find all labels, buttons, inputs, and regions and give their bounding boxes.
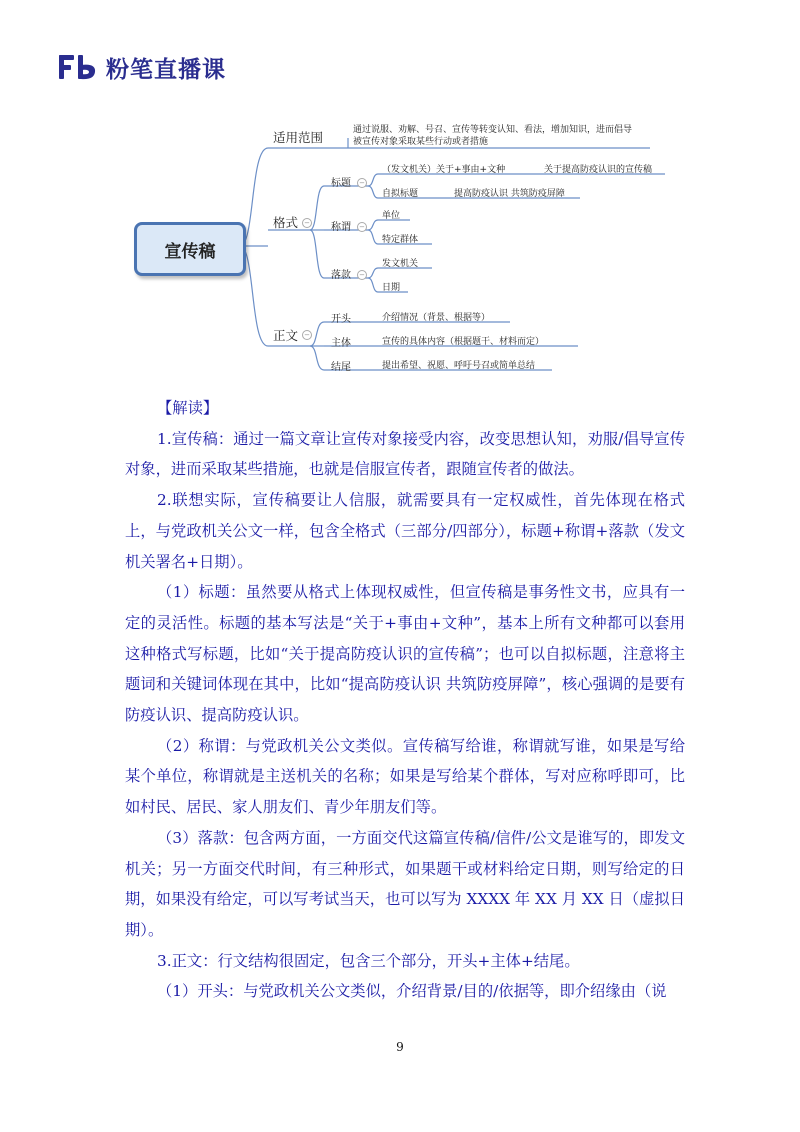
body-ending-desc: 提出希望、祝愿、呼吁号召或简单总结 [382, 361, 536, 371]
format-title: 标题 [331, 178, 351, 189]
format-signature: 落款 [331, 270, 351, 281]
branch-body: 正文 [273, 328, 299, 343]
paragraph: （3）落款：包含两方面，一方面交代这篇宣传稿/信件/公文是谁写的，即发文机关；另一方面交代时间，有三种形式，如果题干或材料给定日期，则写给定的日期，如果没有给定，可以写考试当天，也可以写为 XXXX 年 XX 月 XX 日（虚拟日期）。 [125, 828, 685, 939]
mindmap [0, 0, 800, 400]
salutation-group: 特定群体 [382, 235, 419, 245]
title-format-custom: 自拟标题 [382, 189, 419, 199]
page-number: 9 [396, 1040, 404, 1054]
body-main: 主体 [331, 338, 351, 349]
signature-issuer: 发文机关 [382, 259, 419, 269]
collapse-icon[interactable]: − [357, 270, 367, 280]
title-format-example: 关于提高防疫认识的宣传稿 [544, 165, 653, 175]
collapse-icon[interactable]: − [302, 330, 312, 340]
section-title: 【解读】 [157, 399, 219, 417]
paragraph: 1.宣传稿：通过一篇文章让宣传对象接受内容，改变思想认知，劝服/倡导宣传对象，进而采取某些措施，也就是信服宣传者，跟随宣传者的做法。 [125, 429, 685, 479]
branch-format: 格式 [273, 215, 299, 230]
logo-text: 粉笔直播课 [106, 56, 226, 83]
format-salutation: 称谓 [331, 222, 351, 233]
title-custom-example: 提高防疫认识 共筑防疫屏障 [454, 189, 565, 199]
signature-date: 日期 [382, 283, 401, 293]
collapse-icon[interactable]: − [357, 178, 367, 188]
paragraph: （1）开头：与党政机关公文类似，介绍背景/目的/依据等，即介绍缘由（说 [157, 982, 667, 1001]
paragraph: （2）称谓：与党政机关公文类似。宣传稿写给谁，称谓就写谁，如果是写给某个单位，称谓就是主送机关的名称；如果是写给某个群体，写对应称呼即可，比如村民、居民、家人朋友们、青少年朋友们等。 [125, 736, 685, 817]
title-format-standard: （发文机关）关于+事由+文种 [382, 165, 506, 175]
branch-scope: 适用范围 [273, 130, 324, 145]
scope-line-2: 被宣传对象采取某些行动或者措施 [353, 137, 489, 147]
body-ending: 结尾 [331, 362, 351, 373]
body-main-desc: 宣传的具体内容（根据题干、材料而定） [382, 337, 545, 347]
scope-line-1: 通过说服、劝解、号召、宣传等转变认知、看法，增加知识，进而倡导 [353, 125, 633, 135]
paragraph: 3.正文：行文结构很固定，包含三个部分，开头+主体+结尾。 [157, 951, 580, 970]
paragraph: 2.联想实际，宣传稿要让人信服，就需要具有一定权威性，首先体现在格式上，与党政机关公文一样，包含全格式（三部分/四部分），标题+称谓+落款（发文机关署名+日期）。 [125, 491, 685, 571]
salutation-unit: 单位 [382, 211, 401, 221]
collapse-icon[interactable]: − [357, 222, 367, 232]
body-opening-desc: 介绍情况（背景、根据等） [382, 313, 491, 323]
mindmap-root: 宣传稿 [134, 222, 246, 276]
paragraph: （1）标题：虽然要从格式上体现权威性，但宣传稿是事务性文书，应具有一定的灵活性。标题的基本写法是“关于+事由+文种”，基本上所有文种都可以套用这种格式写标题，比如“关于提高防疫认识的宣传稿”；也可以自拟标题，注意将主题词和关键词体现在其中，比如“提高防疫认识 共筑防疫屏障”，核心强调的是要有防疫认识、提高防疫认识。 [125, 583, 685, 725]
collapse-icon[interactable]: − [302, 218, 312, 228]
body-opening: 开头 [331, 314, 351, 325]
interpretation-section [125, 393, 685, 1007]
